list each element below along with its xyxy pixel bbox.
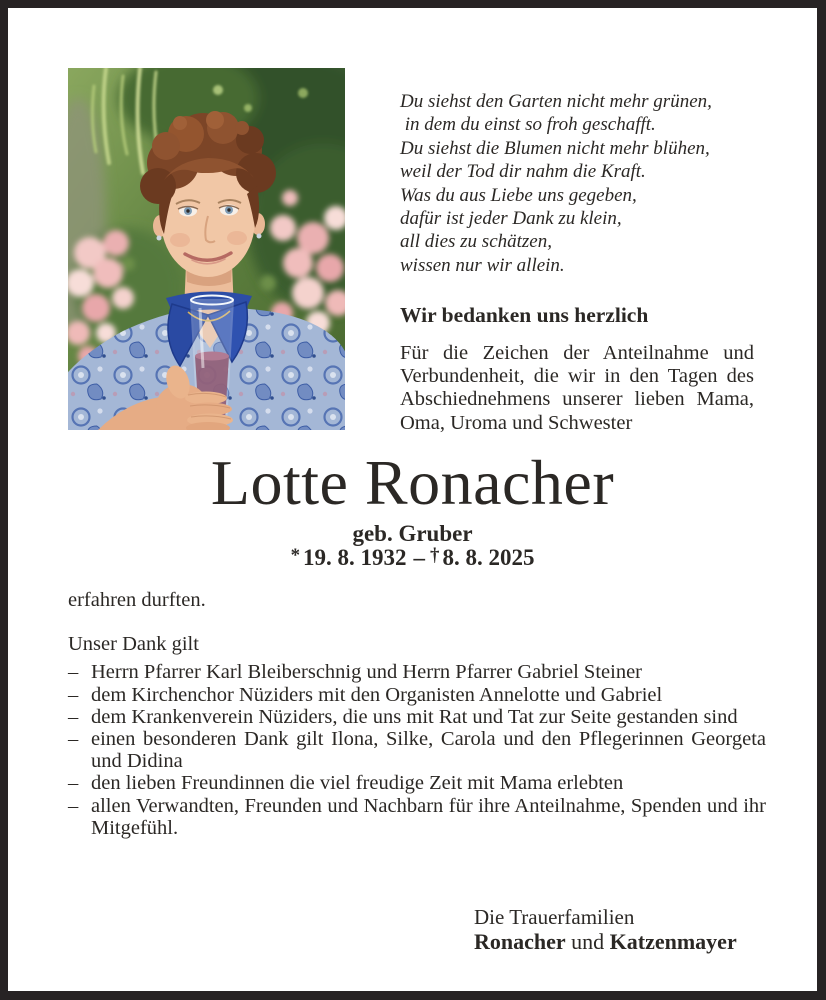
- conjunction: und: [571, 928, 605, 954]
- death-symbol: †: [430, 544, 440, 566]
- portrait-photo: [68, 68, 345, 430]
- thanks-list-item: [68, 795, 766, 839]
- acknowledgement-block: [68, 589, 766, 839]
- item-dash: –: [68, 661, 79, 684]
- item-dash: –: [68, 683, 79, 706]
- item-dash: –: [68, 728, 79, 751]
- thanks-list-item: [68, 772, 766, 794]
- item-text: einen besonderen Dank gilt Ilona, Silke, Carola und den Pflegerinnen Georgeta und Didina: [91, 728, 766, 773]
- family-name-1: Ronacher: [474, 928, 566, 954]
- poem-line: wissen nur wir allein.: [400, 254, 565, 276]
- family-name-2: Katzenmayer: [609, 928, 737, 954]
- item-dash: –: [68, 794, 79, 817]
- poem-line: in dem du einst so froh geschafft.: [400, 114, 656, 136]
- birth-symbol: *: [290, 544, 300, 566]
- thanks-heading: Wir bedanken uns herzlich: [400, 303, 649, 327]
- memorial-poem: [400, 90, 772, 277]
- thanks-list-item: [68, 706, 766, 728]
- item-dash: –: [68, 705, 79, 728]
- poem-line: Du siehst die Blumen nicht mehr blühen,: [400, 137, 710, 159]
- continuation-text: erfahren durften.: [68, 589, 206, 611]
- poem-line: weil der Tod dir nahm die Kraft.: [400, 161, 646, 183]
- poem-line: Du siehst den Garten nicht mehr grünen,: [400, 91, 712, 112]
- item-text: dem Kirchenchor Nüziders mit den Organisten Annelotte und Gabriel: [91, 683, 663, 706]
- dates-separator: –: [413, 545, 425, 570]
- item-text: dem Krankenverein Nüziders, die uns mit Rat und Tat zur Seite gestanden sind: [91, 705, 738, 728]
- birth-date: 19. 8. 1932: [303, 545, 407, 570]
- deceased-name: Lotte Ronacher: [210, 447, 615, 518]
- thanks-list-item: [68, 684, 766, 706]
- item-dash: –: [68, 772, 79, 795]
- poem-line: Was du aus Liebe uns gegeben,: [400, 184, 637, 206]
- signature: [474, 906, 737, 953]
- gratitude-intro: Unser Dank gilt: [68, 633, 199, 656]
- poem-line: all dies zu schätzen,: [400, 231, 552, 253]
- thanks-list-item: [68, 661, 766, 683]
- obituary-sheet: [8, 8, 817, 991]
- thanks-list-item: [68, 728, 766, 772]
- item-text: allen Verwandten, Freunden und Nachbarn für ihre Anteilnahme, Spenden und ihr Mitgefühl.: [91, 794, 766, 839]
- poem-line: dafür ist jeder Dank zu klein,: [400, 208, 622, 230]
- life-dates: [8, 546, 817, 572]
- thanks-intro: Für die Zeichen der Anteilnahme und Verbundenheit, die wir in den Tagen des Abschiednehmens unserer lieben Mama, Oma, Uroma und Schwester: [400, 342, 754, 434]
- signature-families: [474, 930, 737, 954]
- item-text: Herrn Pfarrer Karl Bleiberschnig und Herrn Pfarrer Gabriel Steiner: [91, 661, 642, 684]
- death-date: 8. 8. 2025: [442, 545, 535, 570]
- item-text: den lieben Freundinnen die viel freudige Zeit mit Mama erlebten: [91, 772, 624, 795]
- signature-intro: Die Trauerfamilien: [474, 905, 635, 929]
- maiden-name: geb. Gruber: [352, 521, 473, 546]
- thanks-list: [68, 661, 766, 839]
